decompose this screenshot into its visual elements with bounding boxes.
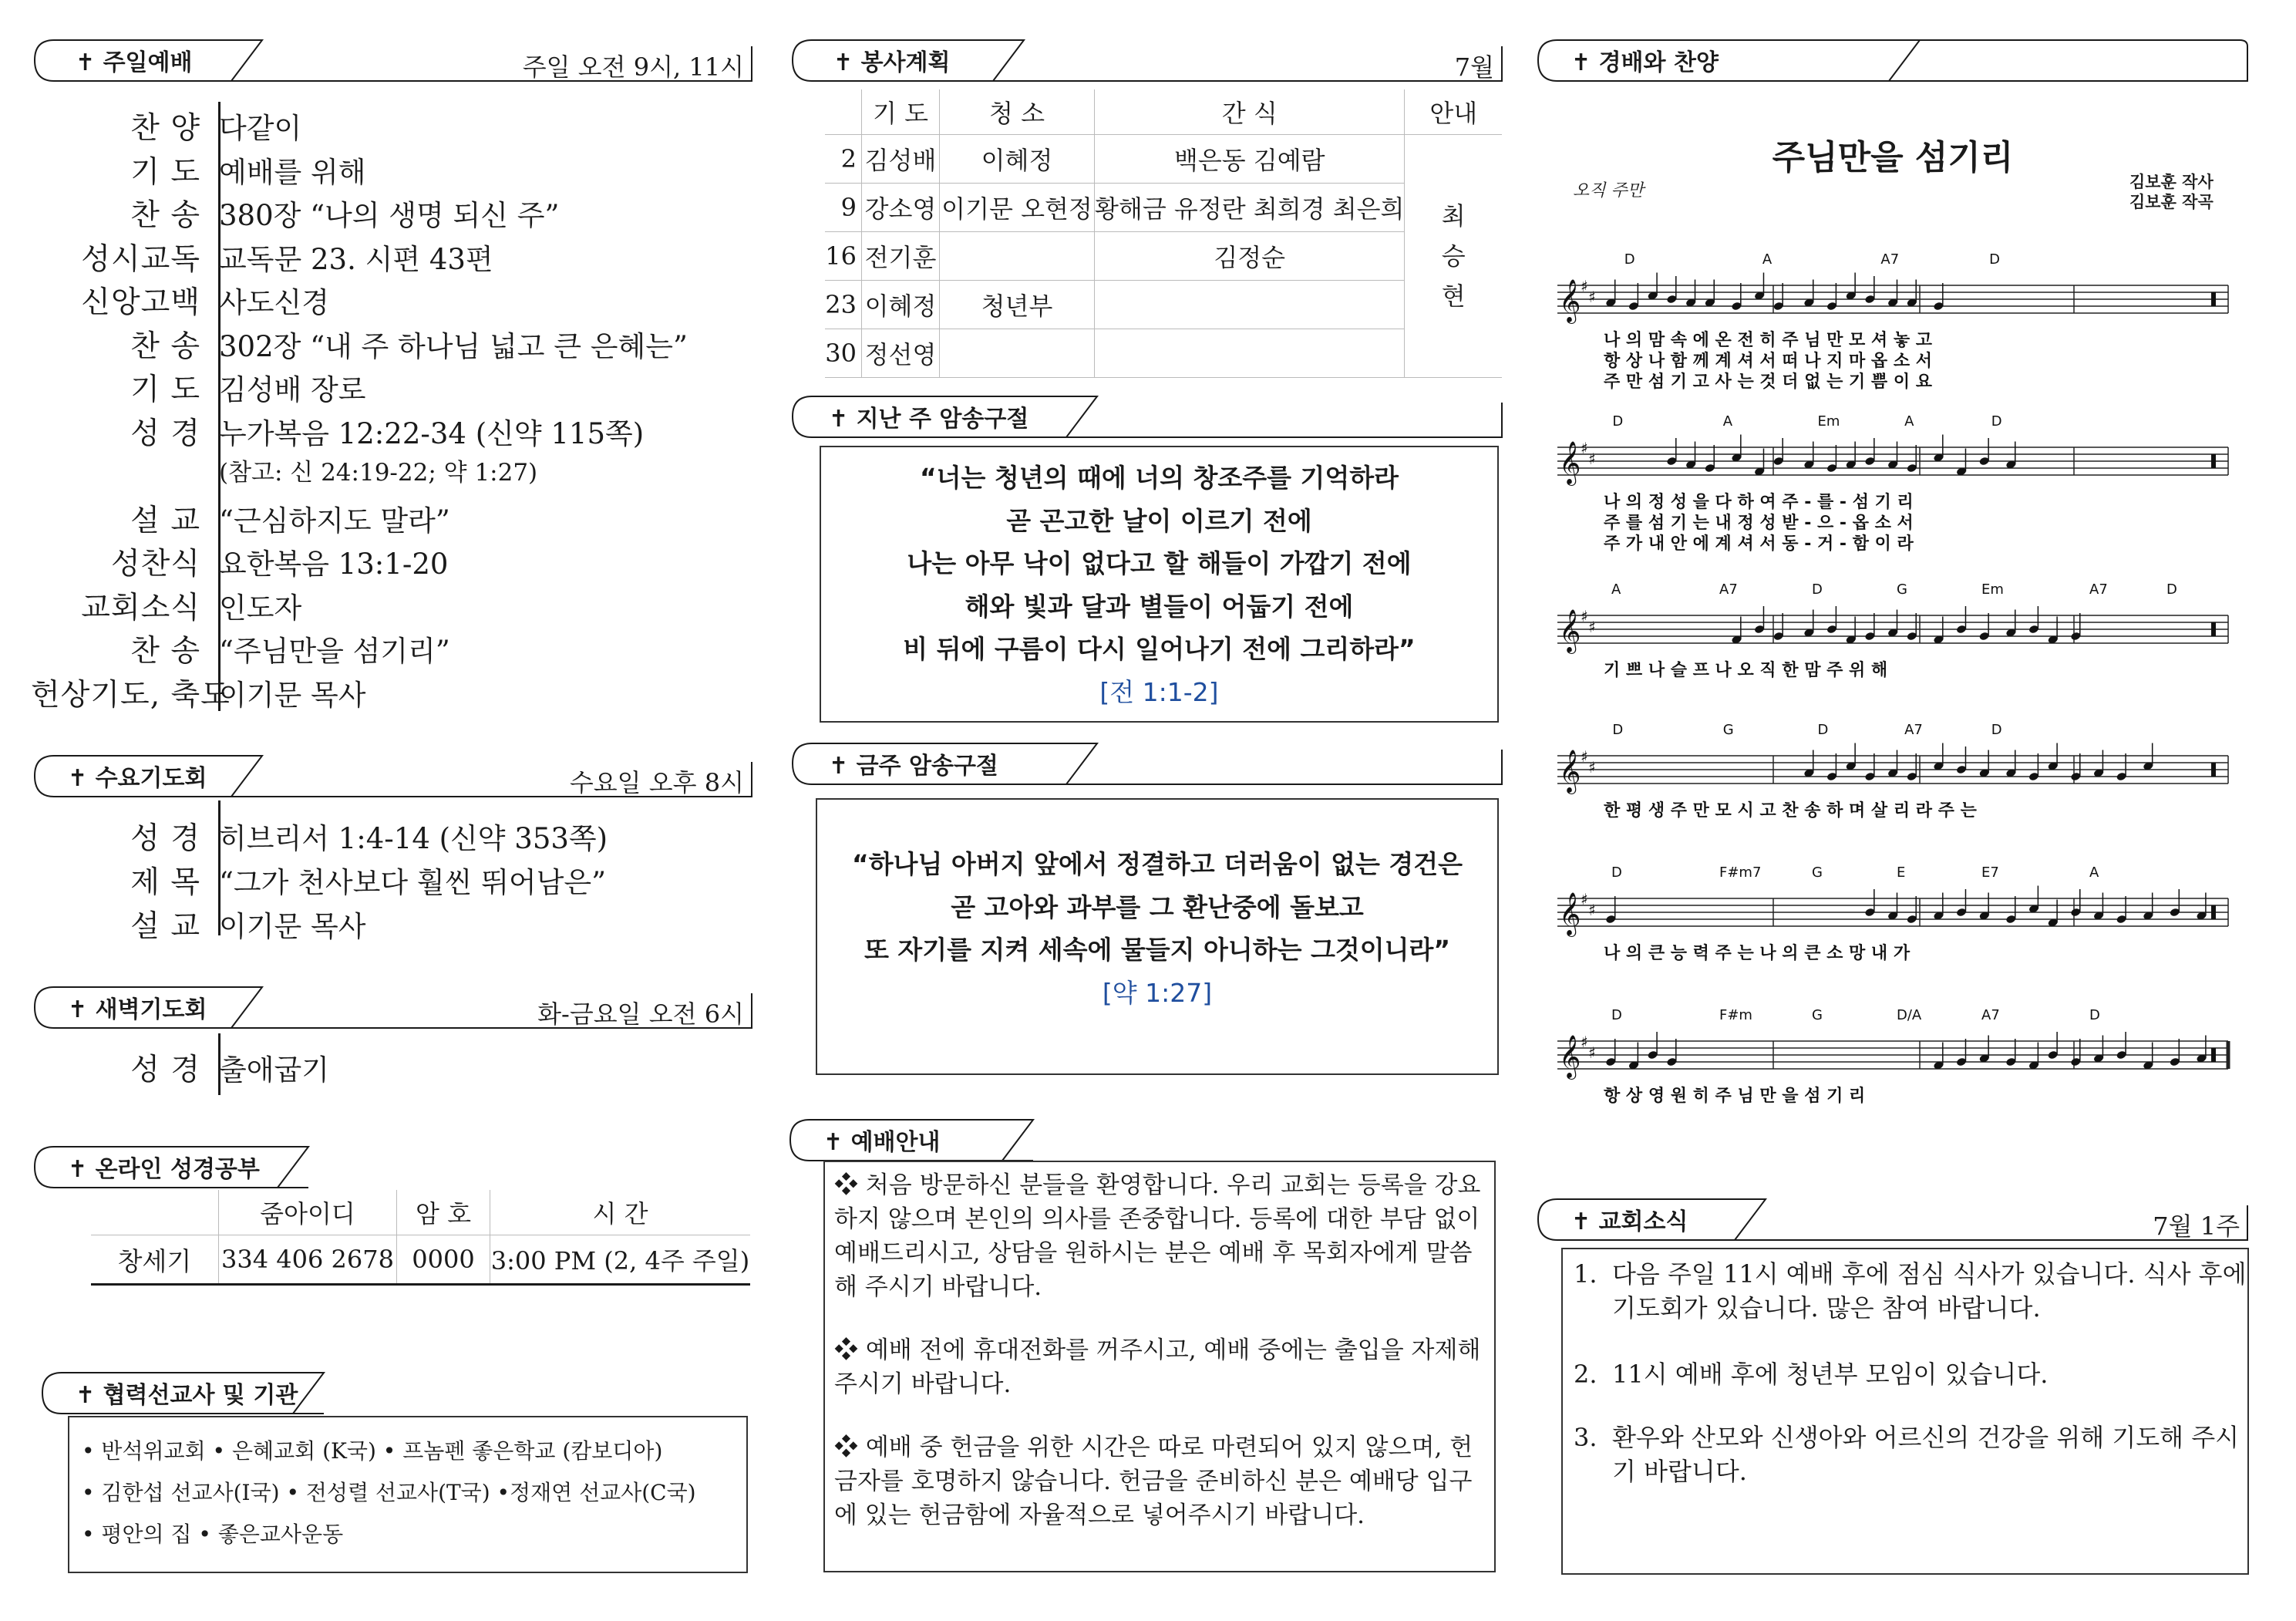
- sharp-icon: ♯: [1581, 1033, 1588, 1051]
- verse-line: 비 뒤에 구름이 다시 일어나기 전에 그리하라”: [903, 634, 1416, 664]
- treble-clef-icon: 𝄞: [1559, 279, 1581, 322]
- order-label: 기 도: [130, 154, 200, 190]
- chord-label: F#m7: [1719, 864, 1762, 881]
- chord-label: A: [1762, 251, 1772, 268]
- sharp-icon: ♯: [1581, 277, 1588, 295]
- order-value: 이기문 목사: [219, 910, 366, 943]
- news-text: 11시 예배 후에 청년부 모임이 있습니다.: [1612, 1360, 2049, 1389]
- dawn-prayer-section: [31, 986, 752, 1101]
- chord-label: G: [1812, 1007, 1823, 1023]
- section-header: [786, 1118, 1095, 1163]
- table-header-row: [91, 1190, 750, 1235]
- cell-clean: 이기문 오현정: [940, 184, 1095, 232]
- staff-system: [1557, 251, 2228, 392]
- order-label: 교회소식: [81, 590, 200, 625]
- lyric-line: 기 쁘 나 슬 프 나 오 직 한 맘 주 위 해: [1604, 661, 1888, 680]
- mission-line: • 반석위교회 • 은혜교회 (K국) • 프놈펜 좋은학교 (캄보디아): [82, 1438, 663, 1464]
- order-row: [31, 278, 329, 322]
- order-row: [31, 235, 493, 278]
- chord-label: E: [1897, 864, 1906, 881]
- chord-label: A7: [1880, 251, 1900, 268]
- cell-snack: [1095, 281, 1405, 329]
- cell-clean: 이혜정: [940, 135, 1095, 184]
- section-header: [31, 1145, 339, 1190]
- church-news-section: [1534, 1198, 2251, 1599]
- chord-label: D: [1611, 864, 1622, 881]
- section-title: ✝ 수요기도회: [68, 765, 207, 792]
- order-row: [31, 366, 365, 409]
- news-number: 1.: [1574, 1259, 1597, 1289]
- order-label: 설 교: [130, 503, 200, 538]
- chord-label: D: [1611, 1007, 1622, 1023]
- zoom-password: 0000: [397, 1235, 490, 1285]
- section-title: ✝ 경배와 찬양: [1571, 49, 1719, 76]
- order-label: 찬 양: [130, 111, 200, 146]
- chord-label: Em: [1981, 581, 2004, 598]
- order-value: 히브리서 1:4-14 (신약 353쪽): [219, 822, 608, 855]
- cell-prayer: 정선영: [862, 329, 940, 378]
- verse-box: [820, 446, 1499, 723]
- order-row: [31, 584, 301, 627]
- news-number: 3.: [1574, 1423, 1597, 1452]
- section-header: [1534, 1198, 2251, 1242]
- sharp-icon: ♯: [1588, 450, 1596, 468]
- table-row: [825, 135, 1502, 184]
- staff-system: [1557, 1007, 2228, 1106]
- cell-snack: 김정순: [1095, 232, 1405, 281]
- verse-box: [816, 798, 1499, 1075]
- praise-section: [1534, 39, 2251, 1118]
- guide-box: [823, 1161, 1496, 1572]
- chord-label: Em: [1817, 413, 1840, 430]
- prayer-order: [31, 814, 752, 945]
- service-plan-section: [789, 39, 1502, 386]
- lyric-line: 항 상 나 함 께 계 셔 서 떠 나 지 마 옵 소 서: [1604, 352, 1933, 371]
- header-cell: [825, 89, 862, 135]
- section-title: ✝ 교회소식: [1571, 1208, 1688, 1235]
- worship-order: [31, 104, 752, 713]
- section-title: ✝ 지난 주 암송구절: [829, 406, 1029, 433]
- order-row: [31, 322, 688, 366]
- chord-label: D: [1991, 722, 2002, 738]
- treble-clef-icon: 𝄞: [1559, 609, 1581, 652]
- header-cell: 간 식: [1095, 89, 1405, 135]
- chord-label: A: [2089, 864, 2099, 881]
- worship-guide-section: [786, 1118, 1503, 1581]
- rest-mark: [2211, 763, 2216, 777]
- section-header: [789, 39, 1502, 83]
- chord-label: D: [2089, 1007, 2100, 1023]
- chord-label: G: [1812, 864, 1823, 881]
- cell-day: 9: [825, 184, 862, 232]
- header-cell: 기 도: [862, 89, 940, 135]
- order-note: (참고: 신 24:19-22; 약 1:27): [219, 459, 538, 487]
- order-row: [31, 148, 365, 191]
- treble-clef-icon: 𝄞: [1559, 892, 1581, 935]
- order-row: [31, 858, 606, 901]
- order-label: 제 목: [130, 865, 200, 900]
- wednesday-prayer-section: [31, 754, 752, 947]
- rest-mark: [2211, 454, 2216, 468]
- service-time: 화-금요일 오전 6시: [537, 999, 744, 1029]
- chord-label: A7: [1719, 581, 1738, 598]
- section-title: ✝ 봉사계획: [833, 49, 951, 76]
- verse-reference: [약 1:27]: [1102, 977, 1213, 1008]
- section-title: ✝ 주일예배: [76, 49, 193, 76]
- sunday-worship-section: [31, 39, 752, 717]
- verse-line: 또 자기를 지켜 세속에 물들지 아니하는 그것이니라”: [864, 935, 1451, 965]
- order-value: “주님만을 섬기리”: [219, 635, 450, 668]
- cell-day: 30: [825, 329, 862, 378]
- order-value: 이기문 목사: [219, 678, 366, 712]
- order-value: “그가 천사보다 훨씬 뛰어남은”: [219, 866, 607, 899]
- mission-line: • 평안의 집 • 좋은교사운동: [82, 1522, 344, 1547]
- service-table: [825, 89, 1502, 378]
- order-label: 찬 송: [130, 198, 200, 233]
- staff-system: [1557, 864, 2228, 963]
- order-label: 헌상기도, 축도: [31, 677, 231, 713]
- order-value: 사도신경: [219, 286, 329, 319]
- order-label: 성 경: [130, 416, 200, 451]
- sharp-icon: ♯: [1588, 1043, 1596, 1062]
- news-number: 2.: [1574, 1360, 1597, 1389]
- order-row: [31, 497, 450, 540]
- order-label: 성찬식: [110, 547, 200, 581]
- order-label: 찬 송: [130, 634, 200, 669]
- chord-label: D: [1624, 251, 1635, 268]
- online-bible-study-section: [31, 1145, 752, 1292]
- treble-clef-icon: 𝄞: [1559, 750, 1581, 793]
- table-row: [91, 1235, 750, 1285]
- table-row: [825, 184, 1502, 232]
- chord-label: A: [1611, 581, 1621, 598]
- section-header: [1534, 39, 2251, 83]
- order-row: [31, 409, 644, 453]
- order-value: 인도자: [219, 591, 302, 625]
- chord-label: D: [1612, 413, 1624, 430]
- chord-label: G: [1897, 581, 1907, 598]
- header-cell: 시 간: [490, 1190, 751, 1235]
- staff-system: [1557, 722, 2228, 821]
- news-box: [1561, 1248, 2249, 1575]
- order-value: 출애굽기: [219, 1053, 329, 1087]
- zoom-id: 334 406 2678: [219, 1235, 397, 1285]
- cell-snack: 황해금 유정란 최희경 최은희: [1095, 184, 1405, 232]
- order-value: 김성배 장로: [219, 373, 366, 406]
- table-header-row: [825, 89, 1502, 135]
- news-item: [1574, 1420, 2240, 1490]
- cell-prayer: 강소영: [862, 184, 940, 232]
- order-row: [31, 902, 365, 945]
- month-label: 7월: [1454, 52, 1494, 82]
- order-value: “근심하지도 말라”: [219, 504, 450, 538]
- order-value: 교독문 23. 시편 43편: [219, 242, 493, 276]
- news-item: [1574, 1257, 2247, 1326]
- sharp-icon: ♯: [1588, 618, 1596, 636]
- cell-clean: 청년부: [940, 281, 1095, 329]
- order-value: 요한복음 13:1-20: [219, 548, 449, 581]
- chord-label: D/A: [1897, 1007, 1922, 1023]
- verse-reference: [전 1:1-2]: [1099, 676, 1219, 707]
- song-title: 주님만을 섬기리: [1772, 138, 2014, 177]
- chord-label: E7: [1981, 864, 1999, 881]
- service-time: 주일 오전 9시, 11시: [522, 52, 744, 82]
- header-cell: 암 호: [397, 1190, 490, 1235]
- cell-day: 23: [825, 281, 862, 329]
- missions-box: [68, 1416, 748, 1573]
- section-header: [31, 986, 752, 1030]
- order-label: 기 도: [130, 372, 200, 407]
- news-text: 다음 주일 11시 예배 후에 점심 식사가 있습니다. 식사 후에 기도회가 있습니다. 많은 참여 바랍니다.: [1612, 1259, 2247, 1323]
- treble-clef-icon: 𝄞: [1559, 441, 1581, 484]
- treble-clef-icon: 𝄞: [1559, 1035, 1581, 1078]
- guide-paragraph: ❖ 예배 중 헌금을 위한 시간은 따로 마련되어 있지 않으며, 헌금자를 호명하지 않습니다. 헌금을 준비하신 분은 예배당 입구에 있는 헌금함에 자율적으로 넣어주시기 바랍니다.: [834, 1434, 1473, 1529]
- table-row: [825, 281, 1502, 329]
- guide-char: 승: [1441, 241, 1466, 271]
- verse-line: 곧 고아와 과부를 그 환난중에 돌보고: [951, 891, 1364, 922]
- order-row: [31, 671, 365, 714]
- service-time: 수요일 오후 8시: [569, 768, 744, 797]
- order-value: 다같이: [219, 112, 302, 145]
- chord-label: F#m: [1719, 1007, 1752, 1023]
- guide-cell: [1405, 135, 1502, 378]
- sharp-icon: ♯: [1581, 890, 1588, 908]
- order-value: 302장 “내 주 하나님 넓고 큰 은혜는”: [219, 329, 688, 363]
- staff-system: [1557, 413, 2228, 554]
- sharp-icon: ♯: [1588, 901, 1596, 919]
- cell-prayer: 전기훈: [862, 232, 940, 281]
- section-header: [789, 395, 1502, 440]
- rest-mark: [2211, 292, 2216, 306]
- order-value: 380장 “나의 생명 되신 주”: [219, 199, 560, 232]
- section-header: [31, 754, 752, 799]
- cell-clean: [940, 329, 1095, 378]
- chord-label: A7: [2089, 581, 2108, 598]
- guide-char: 현: [1441, 281, 1466, 311]
- order-row: [31, 104, 301, 147]
- table-row: [825, 232, 1502, 281]
- order-row: [31, 540, 448, 583]
- lyric-line: 한 평 생 주 만 모 시 고 찬 송 하 며 살 리 라 주 는: [1604, 801, 1977, 821]
- cell-day: 2: [825, 135, 862, 184]
- section-header: [39, 1371, 347, 1416]
- order-value: 누가복음 12:22-34 (신약 115쪽): [219, 416, 645, 450]
- verse-line: 곧 곤고한 날이 이르기 전에: [1006, 505, 1312, 536]
- missions-section: [31, 1371, 752, 1579]
- order-row: [31, 814, 608, 858]
- chord-label: D: [1989, 251, 2001, 268]
- cell-prayer: 김성배: [862, 135, 940, 184]
- header-cell: 줌아이디: [219, 1190, 397, 1235]
- section-header: [31, 39, 752, 83]
- order-label: 성 경: [130, 1053, 200, 1087]
- guide-paragraph: ❖ 처음 방문하신 분들을 환영합니다. 우리 교회는 등록을 강요하지 않으며 본인의 의사를 존중합니다. 등록에 대한 부담 없이 예배드리시고, 상담을 원하시는 분은 예배 후 목회자에게 말씀해 주시기 바랍니다.: [834, 1171, 1481, 1301]
- sheet-music: [1534, 208, 2251, 1118]
- order-row: [31, 627, 450, 670]
- rest-mark: [2211, 622, 2216, 636]
- news-item: [1574, 1357, 2237, 1396]
- verse-line: “너는 청년의 때에 너의 창조주를 기억하라: [919, 463, 1399, 493]
- lyric-line: 주 를 섬 기 는 내 정 성 받 - 으 - 옵 소 서: [1604, 514, 1914, 533]
- zoom-table: [91, 1190, 750, 1286]
- guide-char: 최: [1441, 201, 1466, 231]
- sharp-icon: ♯: [1588, 758, 1596, 777]
- news-text: 환우와 산모와 신생아와 어르신의 건강을 위해 기도해 주시기 바랍니다.: [1612, 1423, 2240, 1486]
- this-week-verse-section: [789, 742, 1502, 1081]
- order-label: 설 교: [130, 909, 200, 944]
- verse-line: “하나님 아버지 앞에서 정결하고 더러움이 없는 경건은: [852, 849, 1463, 879]
- lyric-line: 나 의 정 성 을 다 하 여 주 - 를 - 섬 기 리: [1604, 493, 1914, 512]
- lyric-line: 주 가 내 안 에 계 셔 서 동 - 거 - 함 이 라: [1604, 534, 1914, 554]
- sharp-icon: ♯: [1581, 439, 1588, 457]
- section-header: [789, 742, 1502, 787]
- order-value: 예배를 위해: [219, 155, 366, 189]
- rest-mark: [2211, 1048, 2216, 1062]
- section-title: ✝ 협력선교사 및 기관: [76, 1382, 298, 1409]
- chord-label: D: [2166, 581, 2177, 598]
- chord-label: A: [1722, 413, 1733, 430]
- study-time: 3:00 PM (2, 4주 주일): [490, 1235, 751, 1285]
- chord-label: D: [1612, 722, 1624, 738]
- cell-prayer: 이혜정: [862, 281, 940, 329]
- order-row: [31, 191, 559, 234]
- cell-day: 16: [825, 232, 862, 281]
- tempo-marking: 오직 주만: [1573, 181, 1645, 201]
- table-row: [825, 329, 1502, 378]
- section-title: ✝ 금주 암송구절: [829, 753, 998, 780]
- sharp-icon: ♯: [1581, 607, 1588, 625]
- header-cell: [91, 1190, 219, 1235]
- verse-line: 나는 아무 낙이 없다고 할 해들이 가깝기 전에: [907, 548, 1412, 578]
- guide-paragraph: ❖ 예배 전에 휴대전화를 꺼주시고, 예배 중에는 출입을 자제해 주시기 바랍니다.: [834, 1336, 1481, 1398]
- week-label: 7월 1주: [2153, 1212, 2240, 1241]
- header-cell: 안내: [1405, 89, 1502, 135]
- chord-label: D: [1991, 413, 2002, 430]
- lyric-line: 주 만 섬 기 고 사 는 것 더 없 는 기 쁨 이 요: [1604, 372, 1933, 392]
- song-composer: 김보훈 작곡: [2129, 193, 2214, 211]
- sharp-icon: ♯: [1588, 288, 1596, 306]
- study-name: 창세기: [91, 1235, 219, 1285]
- last-week-verse-section: [789, 395, 1502, 726]
- lyric-line: 나 의 큰 능 력 주 는 나 의 큰 소 망 내 가: [1604, 944, 1911, 963]
- chord-label: D: [1812, 581, 1823, 598]
- header-cell: 청 소: [940, 89, 1095, 135]
- prayer-order: [31, 1046, 752, 1092]
- order-subrow: [31, 453, 537, 487]
- section-title: ✝ 온라인 성경공부: [68, 1156, 260, 1183]
- chord-label: G: [1722, 722, 1734, 738]
- order-label: 찬 송: [130, 329, 200, 364]
- mission-line: • 김한섭 선교사(I국) • 전성렬 선교사(T국) •정재연 선교사(C국): [82, 1480, 696, 1505]
- song-lyricist: 김보훈 작사: [2129, 173, 2214, 191]
- order-label: 신앙고백: [81, 285, 200, 320]
- sharp-icon: ♯: [1581, 747, 1588, 766]
- section-title: ✝ 새벽기도회: [68, 996, 207, 1023]
- verse-line: 해와 빛과 달과 별들이 어둡기 전에: [965, 591, 1354, 622]
- chord-label: A7: [1981, 1007, 2000, 1023]
- chord-label: A7: [1904, 722, 1923, 738]
- order-label: 성시교독: [81, 241, 200, 277]
- rest-mark: [2211, 905, 2216, 919]
- chord-label: A: [1904, 413, 1914, 430]
- order-row: [31, 1046, 329, 1089]
- lyric-line: 나 의 맘 속 에 온 전 히 주 님 만 모 셔 놓 고: [1604, 331, 1933, 350]
- cell-snack: 백은동 김예람: [1095, 135, 1405, 184]
- lyric-line: 항 상 영 원 히 주 님 만 을 섬 기 리: [1604, 1087, 1866, 1106]
- staff-system: [1557, 581, 2228, 680]
- chord-label: D: [1817, 722, 1829, 738]
- cell-snack: [1095, 329, 1405, 378]
- cell-clean: [940, 232, 1095, 281]
- section-title: ✝ 예배안내: [823, 1129, 941, 1156]
- order-label: 성 경: [130, 821, 200, 856]
